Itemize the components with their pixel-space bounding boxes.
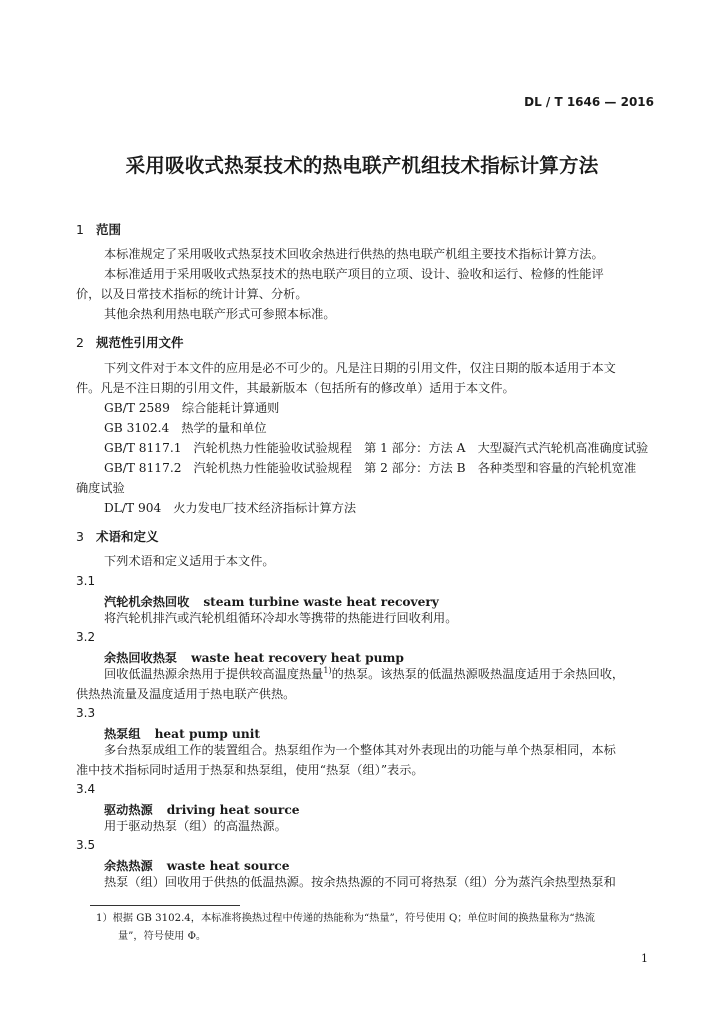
reference-code: GB/T 2589	[104, 401, 170, 415]
reference-item	[104, 498, 356, 518]
reference-title: 汽轮机热力性能验收试验规程 第 1 部分：方法 A 大型凝汽式汽轮机高准确度试验	[193, 441, 649, 455]
paragraph: 本标准适用于采用吸收式热泵技术的热电联产项目的立项、设计、验收和运行、检修的性能评	[104, 267, 604, 281]
term-name-zh: 汽轮机余热回收	[104, 595, 190, 609]
term-number: 3.3	[76, 706, 96, 720]
section-title: 术语和定义	[96, 529, 159, 544]
reference-item	[104, 458, 636, 478]
section-title: 范围	[96, 222, 122, 237]
paragraph-continuation: 件。凡是不注日期的引用文件，其最新版本（包括所有的修改单）适用于本文件。	[76, 381, 515, 395]
page-number: 1	[641, 952, 648, 965]
reference-code: GB 3102.4	[104, 421, 170, 435]
reference-item	[104, 438, 648, 458]
section-1-heading	[76, 220, 121, 238]
term-name-en: waste heat source	[166, 859, 290, 873]
section-title: 规范性引用文件	[96, 335, 184, 350]
section-number: 3	[76, 529, 84, 544]
reference-item-continuation: 确度试验	[76, 481, 125, 495]
term-number: 3.2	[76, 630, 96, 644]
paragraph: 下列术语和定义适用于本文件。	[104, 554, 275, 568]
section-3-heading	[76, 527, 159, 545]
term-name-en: steam turbine waste heat recovery	[203, 595, 439, 609]
term-definition	[104, 664, 624, 684]
reference-code: GB/T 8117.2	[104, 461, 182, 475]
reference-title: 热学的量和单位	[181, 421, 267, 435]
term-name-zh: 热泵组	[104, 727, 141, 741]
reference-title: 汽轮机热力性能验收试验规程 第 2 部分：方法 B 各种类型和容量的汽轮机宽准	[193, 461, 637, 475]
term-name-en: driving heat source	[166, 803, 300, 817]
term-name-en: heat pump unit	[154, 727, 260, 741]
paragraph: 下列文件对于本文件的应用是必不可少的。凡是注日期的引用文件，仅注日期的版本适用于本文	[104, 361, 616, 375]
section-2-heading	[76, 333, 184, 351]
term-number: 3.5	[76, 838, 96, 852]
term-name-zh: 余热回收热泵	[104, 651, 178, 665]
reference-item	[104, 418, 267, 438]
term-definition: 将汽轮机排汽或汽轮机组循环冷却水等携带的热能进行回收利用。	[104, 611, 458, 625]
section-number: 1	[76, 222, 84, 237]
reference-code: DL/T 904	[104, 501, 162, 515]
reference-code: GB/T 8117.1	[104, 441, 182, 455]
term-number: 3.4	[76, 782, 96, 796]
term-definition: 热泵（组）回收用于供热的低温热源。按余热热源的不同可将热泵（组）分为蒸汽余热型热泵和	[104, 875, 616, 889]
term-name-zh: 余热热源	[104, 859, 153, 873]
footnote-ref: 1)	[323, 665, 332, 675]
paragraph: 其他余热利用热电联产形式可参照本标准。	[104, 307, 336, 321]
term-definition-continuation: 供热热流量及温度适用于热电联产供热。	[76, 687, 296, 701]
term-definition: 多台热泵成组工作的装置组合。热泵组作为一个整体其对外表现出的功能与单个热泵相同，本标	[104, 743, 616, 757]
paragraph: 本标准规定了采用吸收式热泵技术回收余热进行供热的热电联产机组主要技术指标计算方法。	[104, 247, 604, 261]
document-title: 采用吸收式热泵技术的热电联产机组技术指标计算方法	[125, 154, 599, 177]
standard-code: DL / T 1646 — 2016	[524, 95, 654, 109]
reference-title: 综合能耗计算通则	[181, 401, 280, 415]
reference-item	[104, 398, 279, 418]
footnote-divider	[90, 905, 240, 906]
footnote-line: 1）根据 GB 3102.4，本标准将换热过程中传递的热能称为“热量”，符号使用 Q；单位时间的换热量称为“热流	[96, 913, 595, 924]
term-definition: 用于驱动热泵（组）的高温热源。	[104, 819, 287, 833]
section-number: 2	[76, 335, 84, 350]
term-number: 3.1	[76, 574, 96, 588]
definition-text: 回收低温热源余热用于提供较高温度热量	[104, 667, 324, 681]
footnote-line: 量”，符号使用 Φ。	[118, 931, 207, 942]
paragraph-continuation: 价，以及日常技术指标的统计计算、分析。	[76, 287, 308, 301]
definition-text: 的热泵。该热泵的低温热源吸热温度适用于余热回收，	[331, 667, 625, 681]
term-name-zh: 驱动热源	[104, 803, 153, 817]
term-definition-continuation: 准中技术指标同时适用于热泵和热泵组，使用“热泵（组）”表示。	[76, 763, 424, 777]
reference-title: 火力发电厂技术经济指标计算方法	[173, 501, 357, 515]
term-name-en: waste heat recovery heat pump	[191, 651, 404, 665]
